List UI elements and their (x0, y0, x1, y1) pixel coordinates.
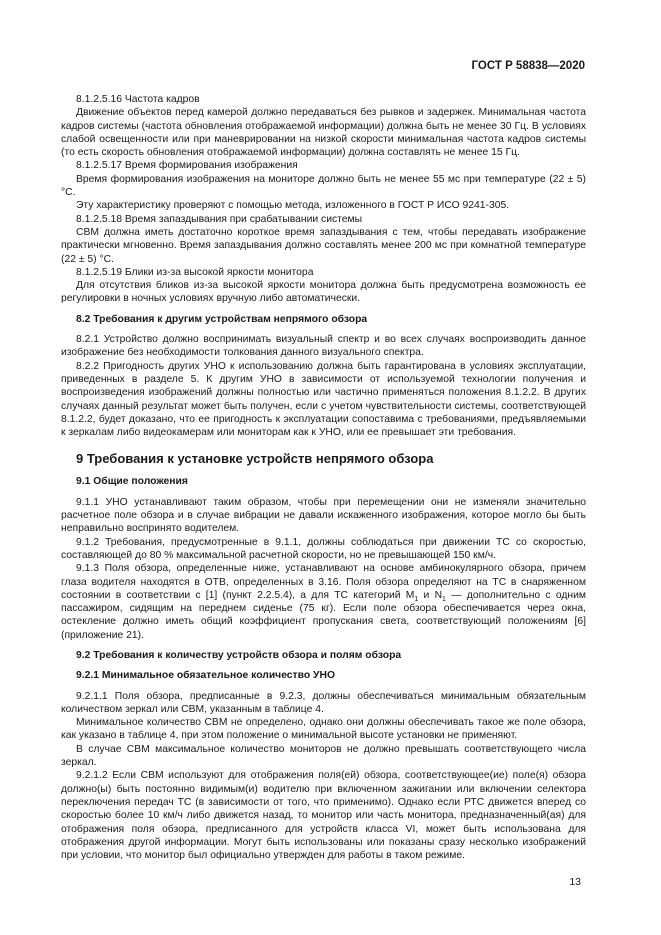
subsection-heading: 8.2 Требования к другим устройствам непрямого обзора (76, 313, 368, 325)
paragraph: 8.2.1 Устройство должно воспринимать визуальный спектр и во всех случаях воспроизводить данное изображение без необходимости толкования данного визуального спектра. (61, 334, 586, 359)
paragraph: 9.2.1.1 Поля обзора, предписанные в 9.2.3, должны обеспечиваться минимальным обязательным количеством зеркал или СВМ, указанным в таблице 4. (61, 690, 586, 715)
text-run: — дополнительно с одним пассажиром, сидящим на переднем сиденье (75 кг). Если поле обзора обеспечивается через окна, остекление должно иметь общий коэффициент пропускания света, соответствующий положениям [6] (приложение 21). (61, 589, 586, 641)
page-body (61, 93, 586, 862)
clause-heading: 8.1.2.5.17 Время формирования изображения (76, 160, 298, 172)
paragraph: Минимальное количество СВМ не определено, однако они должны обеспечивать такое же поле обзора, как указано в таблице 4, при этом положение о минимальной высоте установки не применяют. (61, 717, 586, 742)
subscript: 1 (414, 595, 419, 603)
paragraph: 9.2.1.2 Если СВМ используют для отображения поля(ей) обзора, соответствующее(ие) поле(я) обзора должно(ы) быть постоянно видимым(и) водителю при включенном зажигании или включении селектора переключения передач ТС (в зависимости от того, что применимо). Однако если РТС движется вперед со скоростью более 10 км/ч либо движется назад, то монитор или часть монитора, предназначенный(ая) для отображения поля обзора, предписанного для устройств класса VI, может быть использована для отображения другой информации. Могут быть использованы или показаны сразу несколько изображений при условии, что монитор был официально утвержден для работы в таком режиме. (61, 770, 586, 862)
paragraph: 9.1.1 УНО устанавливают таким образом, чтобы при перемещении они не изменяли значительно расчетное поле обзора и в случае вибрации не давали искаженного изображения, которое могло бы быть неправильно воспринято водителем. (61, 496, 586, 535)
paragraph: Движение объектов перед камерой должно передаваться без рывков и задержек. Минимальная частота кадров системы (частота обновления отображаемой информации) должна быть не менее 30 Гц. В условиях слабой освещенности или при маневрировании на низкой скорости минимальная частота кадров системы (то есть скорость обновления отображаемой информации) должна составлять не менее 15 Гц. (61, 107, 586, 159)
page-number: 13 (569, 876, 581, 888)
paragraph (61, 562, 586, 642)
paragraph: СВМ должна иметь достаточно короткое время запаздывания с тем, чтобы передавать изображение практически мгновенно. Время запаздывания должно составлять менее 200 мс при комнатной температуре (22 ± 5) °С. (61, 226, 586, 265)
subscript: 1 (442, 595, 446, 603)
clause-heading: 8.1.2.5.19 Блики из-за высокой яркости монитора (76, 266, 314, 278)
text-run: и N (418, 589, 443, 601)
paragraph: Для отсутствия бликов из-за высокой яркости монитора должна быть предусмотрена возможность ее регулировки в ночных условиях вручную либо автоматически. (61, 280, 586, 305)
paragraph: Эту характеристику проверяют с помощью метода, изложенного в ГОСТ Р ИСО 9241-305. (76, 200, 510, 212)
clause-heading: 8.1.2.5.16 Частота кадров (76, 94, 200, 105)
subsection-heading: 9.1 Общие положения (76, 476, 188, 488)
document-header: ГОСТ Р 58838—2020 (471, 60, 585, 72)
text-run: 9.1.3 Поля обзора, определенные ниже, устанавливают на основе амбинокулярного обзора, причем глаза водителя находятся в ОТВ, определенных в 3.16. Поля обзора определяют на ТС в снаряженном состоянии в соответствии с [1] (пункт 2.2.5.4), а для ТС категорий М (61, 563, 586, 601)
section-heading: 9 Требования к установке устройств непрямого обзора (76, 451, 434, 467)
paragraph: 8.2.2 Пригодность других УНО к использованию должна быть гарантирована в условиях эксплуатации, приведенных в разделе 5. К другим УНО в зависимости от используемой технологии получения и воспроизведения изображений должны полностью или частично применяться положения 8.1.2.2. В других случаях данный результат может быть получен, если с учетом чувствительности системы, соответствующей 8.1.2.2, будет доказано, что ее пригодность к эксплуатации сопоставима с требованиями, предъявляемыми к зеркалам либо видеокамерам или мониторам как к УНО, или ее превышает эти требования. (61, 360, 586, 439)
paragraph: Время формирования изображения на мониторе должно быть не менее 55 мс при температуре (22 ± 5) °С. (61, 173, 586, 199)
clause-heading: 8.1.2.5.18 Время запаздывания при срабатывании системы (76, 213, 363, 225)
paragraph: 9.1.2 Требования, предусмотренные в 9.1.1, должны соблюдаться при движении ТС со скоростью, составляющей до 80 % максимальной расчетной скорости, но не превышающей 150 км/ч. (61, 536, 586, 561)
subsection-heading: 9.2 Требования к количеству устройств обзора и полям обзора (76, 649, 402, 661)
subsection-heading: 9.2.1 Минимальное обязательное количество УНО (76, 670, 335, 682)
paragraph: В случае СВМ максимальное количество мониторов не должно превышать соответствующего числа зеркал. (61, 743, 586, 769)
